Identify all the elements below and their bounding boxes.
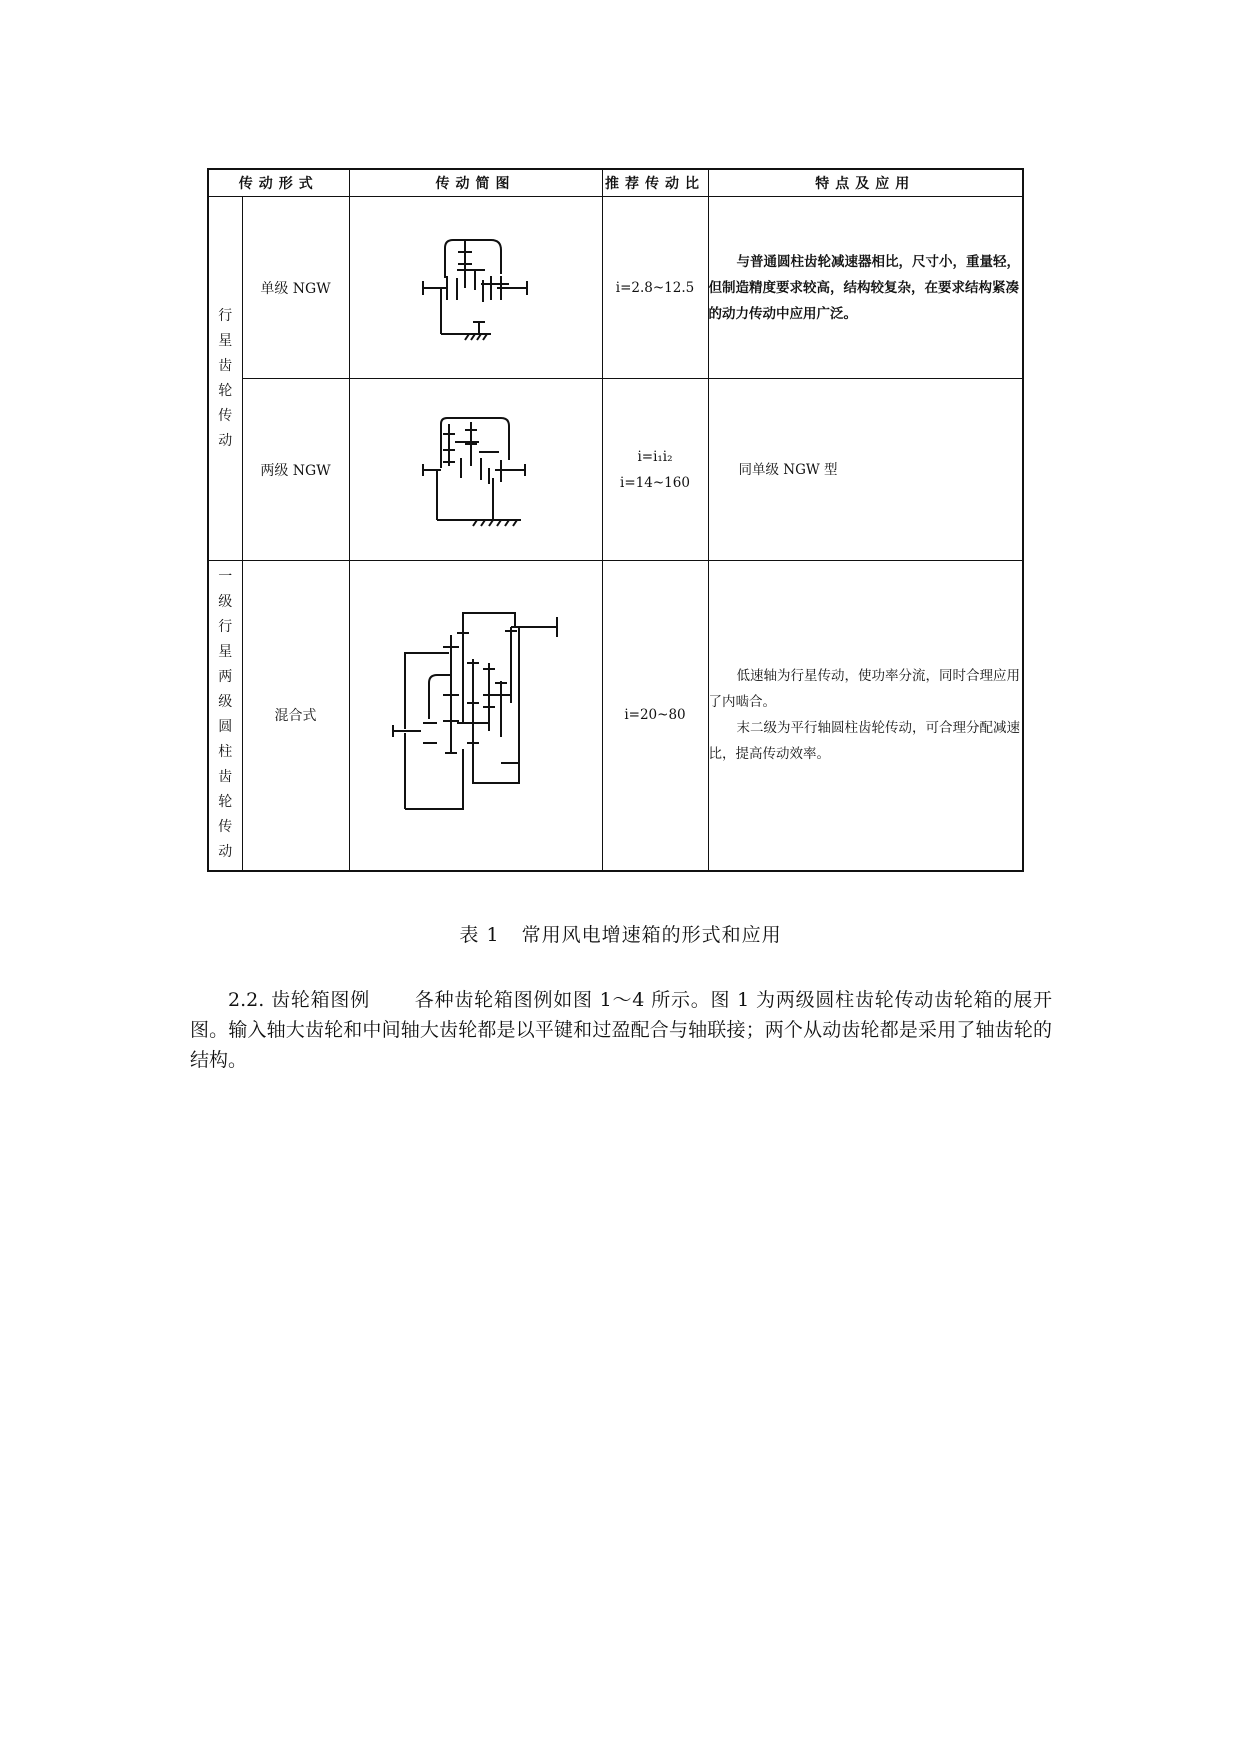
two-stage-ngw-schematic [421,408,531,528]
caption-text: 常用风电增速箱的形式和应用 [521,924,782,946]
group-label-char: 圆 [218,719,233,736]
group-label-planetary [208,197,242,561]
group-label-char: 星 [218,644,233,661]
group-label-char: 动 [218,844,233,861]
table-header-row [208,169,1023,197]
features-paragraph: 低速轴为行星传动，使功率分流，同时合理应用了内啮合。 [708,668,1020,711]
features-hybrid [708,561,1023,871]
header-transmission-type: 传动形式 [208,169,349,197]
group-label-char: 行 [218,619,233,636]
header-transmission-diagram: 传动简图 [349,169,602,197]
ratio-line: i=20~80 [624,707,686,724]
group-label-char: 行 [218,307,233,324]
subtype-two-stage-ngw: 两级 NGW [242,379,349,561]
diagram-single-ngw [349,197,602,379]
group-label-char: 传 [218,819,233,836]
group-label-char: 轮 [218,382,233,399]
header-features-applications: 特点及应用 [708,169,1023,197]
hybrid-schematic [391,603,561,823]
group-label-char: 级 [218,594,233,611]
header-recommended-ratio: 推荐传动比 [602,169,708,197]
caption-number: 表 1 [459,924,500,946]
table-caption [0,920,1241,947]
diagram-two-stage-ngw [349,379,602,561]
section-paragraph [190,985,1052,1075]
gearbox-types-table [207,168,1024,872]
table-row [208,197,1023,379]
group-label-char: 柱 [218,744,233,761]
section-heading: 2.2. 齿轮箱图例 [228,989,370,1011]
ratio-line: i=14~160 [620,474,690,491]
ratio-hybrid [602,561,708,871]
group-label-char: 动 [218,432,233,449]
section-body: 各种齿轮箱图例如图 1～4 所示。图 1 为两级圆柱齿轮传动齿轮箱的展开图。输入轴大齿轮和中间轴大齿轮都是以平键和过盈配合与轴联接；两个从动齿轮都是采用了轴齿轮的结构。 [190,989,1053,1071]
gearbox-table-wrapper [207,168,1022,870]
features-single-ngw [708,197,1023,379]
ratio-line: i=2.8~12.5 [615,279,695,296]
group-label-char: 一 [218,569,233,586]
group-label-char: 星 [218,332,233,349]
group-label-char: 传 [218,407,233,424]
group-label-hybrid [208,561,242,871]
features-paragraph: 同单级 NGW 型 [738,461,838,478]
table-row [208,561,1023,871]
group-label-char: 轮 [218,794,233,811]
diagram-hybrid [349,561,602,871]
group-label-char: 级 [218,694,233,711]
subtype-hybrid: 混合式 [242,561,349,871]
features-paragraph: 与普通圆柱齿轮减速器相比，尺寸小，重量轻，但制造精度要求较高，结构较复杂，在要求结构紧凑的动力传动中应用广泛。 [708,253,1020,322]
group-label-char: 两 [218,669,233,686]
ratio-two-stage-ngw [602,379,708,561]
group-label-char: 齿 [218,769,233,786]
features-two-stage-ngw [708,379,1023,561]
group-label-char: 齿 [218,357,233,374]
features-paragraph: 末二级为平行轴圆柱齿轮传动，可合理分配减速比，提高传动效率。 [708,720,1020,763]
ratio-line: i=i₁i₂ [637,448,673,465]
subtype-single-ngw: 单级 NGW [242,197,349,379]
table-row [208,379,1023,561]
single-ngw-schematic [421,226,531,346]
ratio-single-ngw [602,197,708,379]
